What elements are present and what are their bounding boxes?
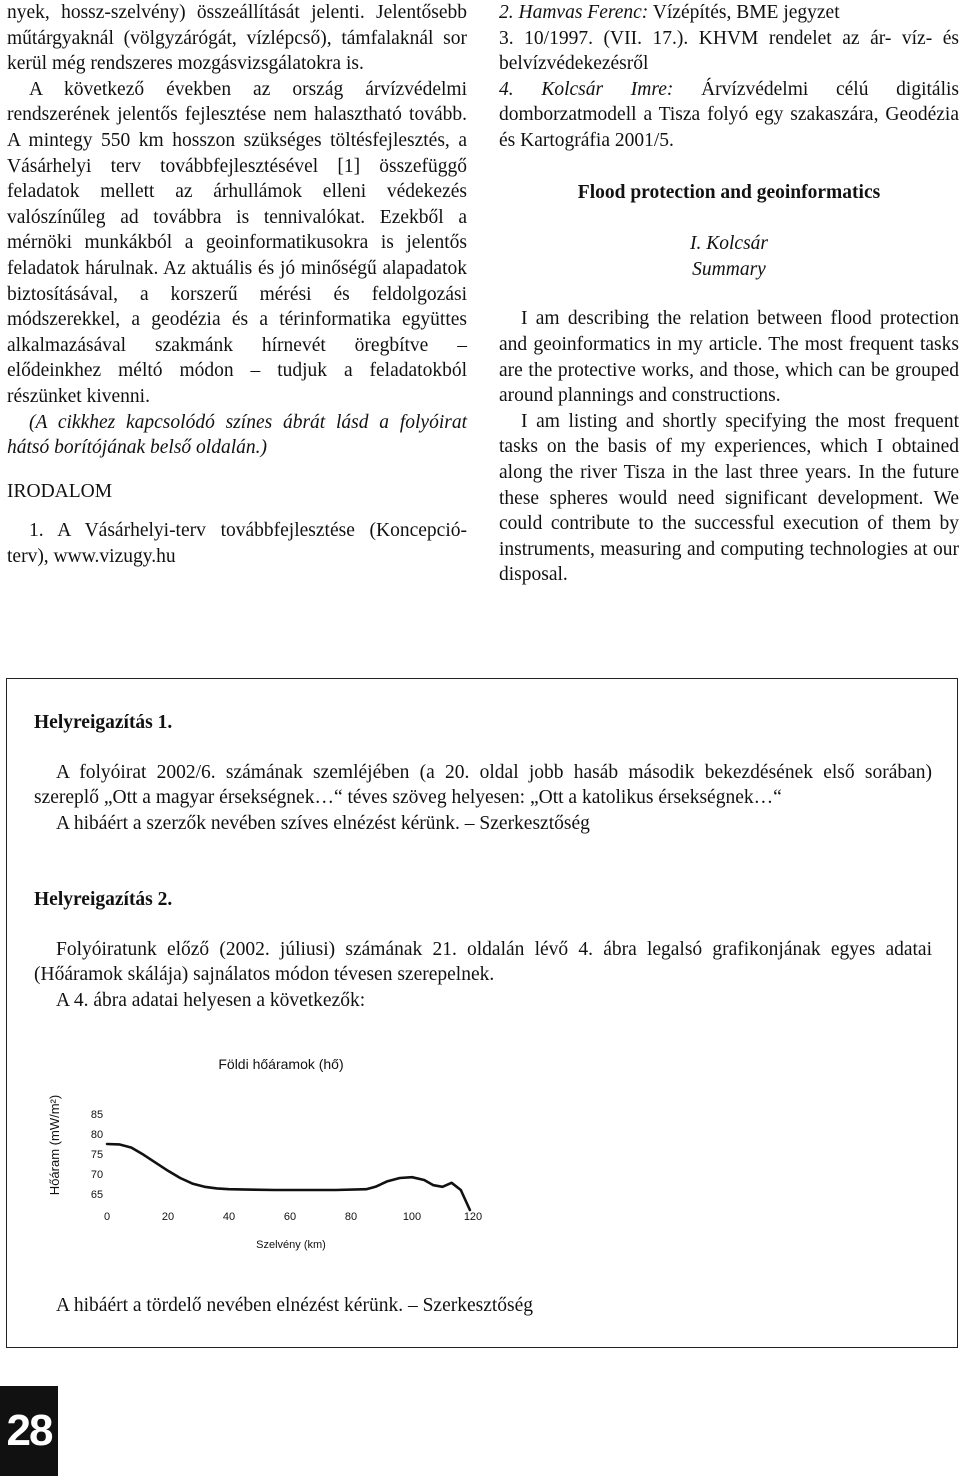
chart-xlabel: Szelvény (km) — [256, 1239, 326, 1251]
chart-x-ticks — [104, 1211, 482, 1223]
y-tick-label: 80 — [90, 1129, 104, 1141]
correction-signature: A hibáért a tördelő nevében elnézést kérünk. – Szerkesztőség — [56, 1295, 534, 1316]
reference-item: 1. A Vásárhelyi-terv továbbfejlesztése (Koncepció-terv), www.vizugy.hu — [7, 520, 467, 567]
series-line — [107, 1144, 470, 1210]
x-tick-label: 60 — [283, 1211, 297, 1223]
x-tick-label: 100 — [402, 1211, 422, 1223]
correction-text: A folyóirat 2002/6. számának szemléjében (a 20. oldal jobb hasáb második bekezdésének első sorában) szereplő „Ott a magyar érsekségnek…“ téves szöveg helyesen: „Ott a katolikus érsekségnek…“ — [34, 761, 932, 809]
chart-title: Földi hőáramok (hő) — [218, 1056, 344, 1072]
correction-heading: Helyreigazítás 2. — [34, 889, 173, 910]
reference-item: 3. 10/1997. (VII. 17.). KHVM rendelet az ár- víz- és belvízvédekezésről — [499, 27, 959, 75]
closing-note — [34, 1293, 932, 1319]
reference-author: 2. Hamvas Ferenc: — [499, 2, 649, 23]
x-tick-label: 40 — [222, 1211, 236, 1223]
right-column — [499, 0, 959, 588]
y-tick-label: 70 — [90, 1169, 104, 1181]
page-number: 28 — [0, 1386, 58, 1476]
paragraph: nyek, hossz-szelvény) összeállítását jelenti. Jelentősebb műtárgyaknál (völgyzárógát, vízlépcső), támfalaknál sor kerül még rendszeres mozgásvizsgálatokra is. — [7, 2, 467, 75]
reference-item — [499, 77, 959, 154]
summary-title: Flood protection and geoinformatics — [577, 181, 881, 203]
reference-author: 4. Kolcsár Imre: — [499, 78, 674, 100]
y-tick-label: 75 — [90, 1149, 104, 1161]
chart-y-ticks — [91, 1109, 103, 1201]
chart-series — [107, 1144, 470, 1210]
x-tick-label: 80 — [344, 1211, 358, 1223]
chart-ylabel: Hőáram (mW/m²) — [47, 1094, 62, 1196]
summary-author: I. Kolcsár — [690, 233, 768, 255]
correction-text: A 4. ábra adatai helyesen a következők: — [56, 989, 366, 1011]
y-tick-label: 85 — [90, 1109, 104, 1121]
summary-paragraph: I am listing and shortly specifying the most frequent tasks on the basis of my experiences, which I obtained along the river Tisza in the last three years. In the future these spheres would need significant development. We could contribute to the successful execution of them by instruments, measuring and computing technologies at our disposal. — [499, 410, 959, 586]
heat-flow-chart — [41, 1042, 491, 1257]
correction-heading: Helyreigazítás 1. — [34, 712, 173, 733]
figure-note: (A cikkhez kapcsolódó színes ábrát lásd a folyóirat hátsó borítójának belső oldalán.) — [7, 411, 467, 459]
summary-label: Summary — [692, 258, 766, 280]
x-tick-label: 0 — [103, 1211, 111, 1223]
correction-text: Folyóiratunk előző (2002. júliusi) számának 21. oldalán lévő 4. ábra legalsó grafikonjának egyes adatai (Hőáramok skálája) sajnálatos módon tévesen szerepelnek. — [34, 938, 932, 986]
correction-2 — [34, 887, 932, 1013]
y-tick-label: 65 — [90, 1189, 104, 1201]
x-tick-label: 120 — [463, 1211, 483, 1223]
corrections-box — [6, 678, 958, 1348]
reference-text: Árvízvédelmi célú digitális domborzatmodell a Tisza folyó egy szakaszára, Geodézia és Kartográfia 2001/5. — [499, 78, 959, 151]
summary-paragraph: I am describing the relation between flood protection and geoinformatics in my article. The most frequent tasks are the protective works, and those, which can be grouped around plannings and constructions. — [499, 308, 959, 407]
left-column — [7, 0, 467, 569]
references-heading: IRODALOM — [7, 480, 113, 502]
x-tick-label: 20 — [161, 1211, 175, 1223]
correction-1 — [34, 710, 932, 836]
correction-signature: A hibáért a szerzők nevében szíves elnézést kérünk. – Szerkesztőség — [56, 812, 590, 834]
reference-item — [499, 0, 959, 26]
paragraph: A következő években az ország árvízvédelmi rendszerének jelentős fejlesztése nem halasztható tovább. A mintegy 550 km hosszon szükséges töltésfejlesztés, a Vásárhelyi terv továbbfejlesztésével [1] összefüggő feladatok mellett az árhullámok elleni védekezés valószínűleg ad továbbra is tennivalókat. Ezekből a mérnöki munkákból a geoinformatikusokra is jelentős feladatok hárulnak. Az aktuális és jó minőségű alapadatok biztosításával, a korszerű mérési és feldolgozási módszerekkel, a geodézia és a térinformatika együttes alkalmazásával szakmánk hírnevét öregbítve – elődeinkhez méltó módon – tudjuk a feladatokból részünket kivenni. — [7, 78, 467, 407]
reference-text: Vízépítés, BME jegyzet — [648, 2, 840, 23]
